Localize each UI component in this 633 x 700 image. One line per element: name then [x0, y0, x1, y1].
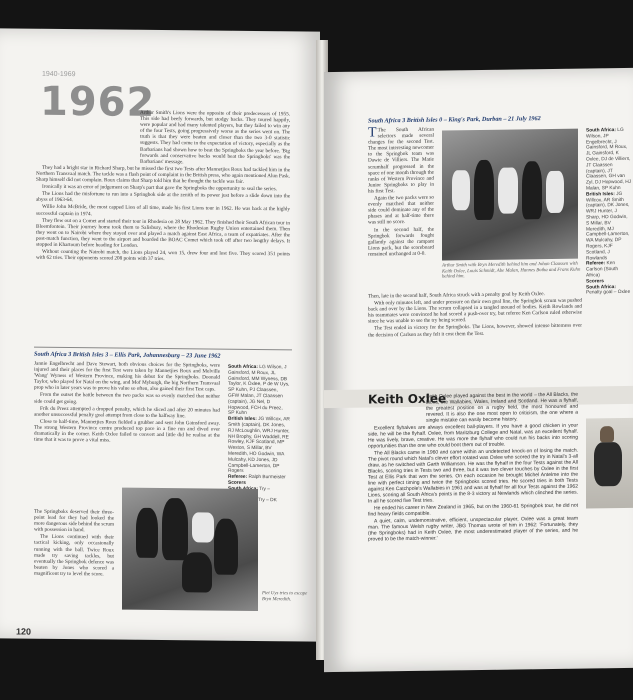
- lineup-text: Penalty goal – Oxlee: [586, 290, 631, 296]
- profile-paragraph: The All Blacks came in 1960 and came within an undetected knock-on of losing the match. The pivot round which Natal's clever effort rotated was Oxlee who scored the try in Natal's 3-all draw, as he switched with Garth Williamson. He was the flyhalf in the four Tests against the All Blacks, scoring tries in Tests two and three, but it was two clever touches by Oxlee in the first Test at Ellis Park that won the series. On each occasion he brought Michel Antelme into the line with perfect timing and twice the Springboks scored tries. He scored tries in both Tests against Ken Catchpole's Wallabies in 1961 and was at flyhalf for all four Tests against the 1962 Lions, scoring all South Africa's points in the 8-3 victory at Newlands which clinched the series. In all he scored five Test tries.: [368, 447, 578, 505]
- right-page: [324, 68, 633, 672]
- lineup-text: LG Wilson, JP Engelbrecht, J Gainsford, M Roux, JL Gainsford, K Oxlee, DJ de Villiers, JT Claassen (captain), JT Claassen, GH van Zyl, DJ Hopwood, HJ Malan, SP Kuhn: [586, 127, 632, 192]
- lineup-label: British Isles:: [586, 191, 615, 198]
- lineup-entry: [586, 261, 632, 279]
- match2-photo: [442, 129, 578, 261]
- profile-paragraph: He ended his career in New Zealand in 1965, but on the 1960-61 Springbok tour, he did not find heavy fields compatible.: [368, 502, 578, 518]
- match1-text: [34, 361, 220, 446]
- lineup-entry: [228, 365, 290, 418]
- lineup-label: Referee:: [228, 474, 248, 481]
- match2-paragraph: In the second half, the Springbok forwards fought gallantly against the rampant Lions pack, but the scoreboard remained unchanged at 0-0.: [368, 226, 434, 258]
- match1-header: South Africa 3 British Isles 3 – Ellis Park, Johannesburg – 23 June 1962: [34, 350, 221, 360]
- lineup-text: Ken Carlson (South Africa): [586, 261, 618, 279]
- lineup-text: Try – DK: [258, 498, 277, 504]
- profile-photo: [586, 418, 633, 509]
- player-figure: [522, 161, 542, 219]
- drop-cap: T: [368, 125, 377, 141]
- lineup-entry: [586, 284, 632, 296]
- intro-paragraph: The Lions had the misfortune to run into a Springbok side at the zenith of its power just before a slide down into the abyss of 1963-64.: [36, 190, 290, 204]
- left-page: [0, 28, 320, 641]
- player-figure: [136, 508, 158, 558]
- player-figure: [474, 160, 494, 220]
- profile-text: [368, 391, 578, 544]
- match1-paragraph: Frik du Preez attempted a dropped penalty, which he sliced and after 20 minutes had another unsuccessful penalty goal attempt from close to the halfway line.: [34, 405, 220, 420]
- match2-paragraph: Then, late in the second half, South Africa struck with a penalty goal by Keith Oxlee.: [368, 291, 545, 300]
- player-figure: [162, 498, 188, 560]
- era-label: 1940-1969: [42, 70, 76, 79]
- intro-text: [36, 109, 290, 265]
- match2-text-narrow: [368, 127, 434, 259]
- intro-paragraph: Ironically it was an error of judgement on Sharp's part that gave the Springboks the opportunity to seal the series.: [42, 183, 277, 193]
- intro-paragraph: They flew out on a Comet and started their tour in Rhodesia on 28 May 1962. They finished their South African tour in Bloemfontein. Their journey home took them to Salisbury, where the Rhodesian Rugby Union entertained them. Then they went on to Nairobi where they stayed over and played a match against East Africa, a team of expatriates. After the post-match function, they went to the airport and boarded the BOAC Comet which took off after two lengthy delays. It stopped in Khartoum before heading for London.: [36, 217, 290, 249]
- match2-paragraph: The Test ended in victory for the Springboks. The Lions, however, showed intense bitterness over the decision of Carlson as they felt it cost them the Test.: [368, 323, 582, 339]
- lineup-label: South Africa:: [586, 284, 616, 291]
- lineup-text: Ralph Burmeister: [248, 475, 286, 481]
- lineup-label: South Africa:: [586, 128, 616, 134]
- lineup-entry: [586, 128, 632, 192]
- match1-photo-caption: Piet Uys tries to escape Bryn Meredith.: [262, 591, 308, 602]
- player-figure: [594, 442, 622, 486]
- intro-paragraph: Without counting the Nairobi match, the Lions played 24, won 15, drew four and lost five. They scored 351 points with 62 tries. Their opponents scored 208 points with 37 tries.: [36, 248, 290, 263]
- match2-photo-caption: Arthur Smith with Bryn Meredith behind him and Johan Claassen with Keith Oxlee, Louis Schmidt, Abe Malan, Hannes Botha and Frans Kuhn behind him.: [442, 261, 581, 280]
- match1-text-lower: [34, 509, 114, 579]
- lineup-text: JG Willcox, AR Smith (captain), DK Jones, WRJ Hunter, J Sharp, HO Godwin, S Millar, BV Meredith, MJ Campbell-Lamerton, WA Mulcahy, DP Rogers, KJF Scotland, J Rowlands: [586, 191, 630, 262]
- lineup-entry: [228, 417, 290, 476]
- lineup-label: Referee:: [586, 261, 606, 267]
- match2-paragraph: [368, 127, 434, 195]
- player-figure: [452, 170, 470, 210]
- match2-paragraph-text: The South African selectors made several changes for the second Test. The most interesting newcomer to the Springbok team was Dawie de Villiers. The Matie scrumhalf progressed in the space of one month through the ranks of Western Province and Junior Springboks to play in his first Test.: [368, 126, 434, 195]
- match1-paragraph: The Lions continued with their tactical kicking, only occasionally running with the ball. Twice Roux made try saving tackles, but eventually the Springbok defence was beaten by Jones who scored a magnificent try to level the score.: [34, 534, 114, 578]
- match1-rule: [34, 347, 292, 351]
- match2-lineup: [586, 128, 632, 297]
- page-number: 120: [16, 626, 32, 637]
- match2-text-wide: [368, 291, 582, 340]
- year-heading: 1962: [40, 78, 156, 126]
- lineup-label: British Isles:: [228, 416, 257, 423]
- lineup-label: Scorers: [228, 480, 246, 486]
- player-figure: [182, 552, 212, 592]
- profile-paragraph: Excellent flyhalves are always excellent ball-players. If you have a good chicken in your side, he will be the flyhalf. Oxlee, from Maritzburg College and Natal, was an excellent flyhalf. He was lively, brave, creative. He was more the flyhalf who could run his backs into scoring opportunities than the one who could boot them out of trouble.: [368, 422, 578, 450]
- match1-photo: [122, 488, 258, 611]
- player-figure: [214, 519, 238, 575]
- lineup-text: Try –: [259, 486, 270, 492]
- profile-paragraph: Keith Oxlee played against the best in the world – the All Blacks, the Lions, the Wallabies, Wales, Ireland and Scotland. He was a flyhalf, the greatest position on a rugby field, the most honoured and revered. It is also the one most open to criticism, the one where a single mistake can easily become history.: [426, 391, 578, 424]
- lineup-entry: [586, 192, 632, 262]
- match1-paragraph: The Springboks deserved their three-point lead for they had looked the more dangerous side behind the scrum with possession in hand.: [34, 508, 114, 534]
- player-figure: [498, 167, 518, 213]
- player-figure: [600, 426, 614, 442]
- profile-name: Keith Oxlee: [368, 391, 447, 407]
- match1-paragraph: Jannie Engelbrecht and Dave Stewart, both obvious choices for the Springboks, were injured and their places for the first Test were taken by Mannetjies Roux and Melville 'Wang' Wyness of Western Province, making his debut for the Springboks. Doonald Taylor, who played for Natal on the wing, and Mof Myburgh, the big Northern Transvaal prop who in later years was to prove his value so often, also gained their first Test caps.: [34, 360, 220, 393]
- profile-paragraph: A quiet, calm, undemonstrative, efficient, unspectacular player, Oxlee was a great team man. The famous Welsh rugby writer, JBG Thomas wrote of him in 1962: 'Fortunately, they (the Springboks) had in Keith Oxlee, the most underestimated player of the series, and he proved to be the match-winner.': [368, 515, 578, 543]
- match2-paragraph: With only minutes left, and under pressure on their own goal line, the Springbok scrum was pushed back and over by the Lions. The scrum collapsed in a tangled mound of bodies. Keith Rowlands and his teammates were convinced he had scored a push-over try, but referee Ken Carlson ruled otherwise since he was unable to see the try being scored.: [368, 297, 582, 325]
- intro-paragraph: Arthur Smith's Lions were the opposite of their predecessors of 1955. This side had beefy forwards, but stodgy backs. They toured happily, were popular and had many talented players, but they failed to win any of the four Tests, going progressively worse as the series went on. The truth is that they were beaten and closer than the two 3-0 statistic suggests. They had come in the expectation of victory, especially as the Barbarians had shown how to beat the Springboks the year before. 'Big forwards and conservative backs would beat the Springboks' was the Barbarians' message.: [140, 109, 290, 165]
- intro-paragraph: Willie John McBride, the most capped Lion of all time, made his first Lions tour in 1962. He was back at the highly successful captain in 1974.: [36, 204, 290, 217]
- player-figure: [192, 512, 214, 542]
- match2-paragraph: Again the two packs were so evenly matched that neither side could dominate any of the phases and at half-time there was still no score.: [368, 194, 434, 226]
- lineup-text: JG Willcox, AR Smith (captain), DK Jones, RJ McLoughlin, WRJ Hunter, NH Brophy, GH Waddell, RE Rowley, KJF Scotland, MP Weston, S Millar, BV Meredith, HO Godwin, WA Mulcahy, KD Jones, JD Campbell-Lamerton, DP Rogers: [228, 417, 290, 475]
- lineup-label: South Africa:: [228, 364, 258, 371]
- lineup-text: LG Wilson, J Gainsford, M Roux, JL Gainsford, MM Wyness, DB Taylor, K Oxlee, P de W Uys, SP Kuhn, PJ Claassen, GFW Malan, JT Claassen (captain), JG Nel, D Hopwood, FCH du Preez, SP Kuhn: [228, 365, 290, 417]
- match1-paragraph: Close to half-time, Mannetjies Roux fielded a grubber and sent John Gainsford away. The strong Western Province centre produced top pace in a fine run and dived over dramatically in the corner. Keith Oxlee failed to convert and little did he realise at the time that it was to prove a vital miss.: [34, 418, 220, 444]
- intro-paragraph: They had a bright star in Richard Sharp, but he missed the first two Tests after Mannetjies Roux had tackled him in the Northern Transvaal match. The tackle was a flash point of complaint in the British press, who again mentioned Alun Pask. Sharp himself did not complain. Roux claims that Sharp told him that he thought the tackle was fair.: [36, 164, 290, 185]
- match2-header: South Africa 3 British Isles 0 – King's Park, Durban – 21 July 1962: [368, 115, 541, 125]
- lineup-label: Scorers: [586, 278, 604, 285]
- player-figure: [546, 171, 564, 213]
- match1-paragraph: From the outset the battle between the two packs was so evenly matched that neither side could get going.: [34, 392, 220, 405]
